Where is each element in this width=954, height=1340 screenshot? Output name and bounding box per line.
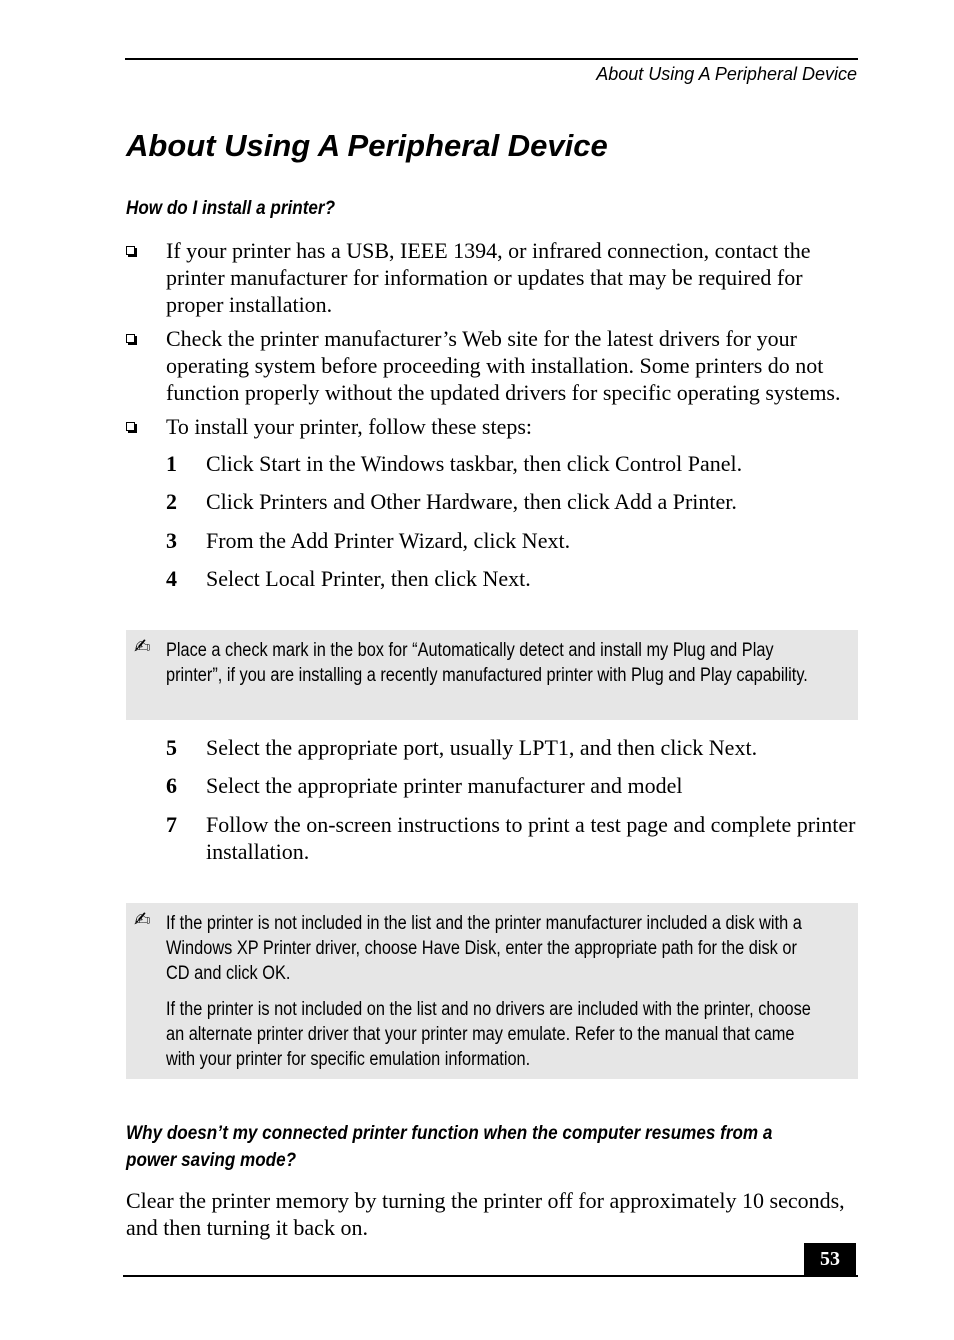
- step-number: 4: [166, 566, 177, 591]
- note-box: [126, 903, 858, 1079]
- section-question-install-printer: How do I install a printer?: [126, 198, 336, 219]
- step-number: 2: [166, 489, 177, 514]
- step-item: [166, 565, 861, 592]
- step-number: 3: [166, 528, 177, 553]
- step-item: [166, 772, 861, 799]
- note-box: [126, 630, 858, 720]
- note-text: If the printer is not included on the list and no drivers are included with the printer, choose an alternate printer driver that your printer may emulate. Refer to the manual that came with your printer for specific emulation information.: [166, 999, 811, 1070]
- checkbox-bullet-icon: [126, 246, 135, 255]
- step-number: 7: [166, 812, 177, 837]
- list-item: [126, 325, 861, 406]
- step-text: Select the appropriate port, usually LPT1, and then click Next.: [206, 735, 758, 760]
- answer-paragraph: Clear the printer memory by turning the printer off for approximately 10 seconds, and then turning it back on.: [126, 1188, 845, 1240]
- bullet-text: To install your printer, follow these steps:: [166, 414, 533, 439]
- pencil-note-icon: ✍: [134, 907, 151, 931]
- step-text: From the Add Printer Wizard, click Next.: [206, 528, 571, 553]
- step-number: 5: [166, 735, 177, 760]
- step-number: 6: [166, 773, 177, 798]
- step-item: [166, 811, 861, 865]
- step-number: 1: [166, 451, 177, 476]
- step-item: [166, 734, 861, 761]
- running-header: About Using A Peripheral Device: [596, 64, 857, 84]
- list-item: [126, 237, 861, 318]
- checkbox-bullet-icon: [126, 422, 135, 431]
- step-text: Select Local Printer, then click Next.: [206, 566, 531, 591]
- step-text: Follow the on-screen instructions to print a test page and complete printer installation.: [206, 812, 856, 864]
- list-item: [126, 413, 861, 440]
- note-text: Place a check mark in the box for “Automatically detect and install my Plug and Play printer”, if you are installing a recently manufactured printer with Plug and Play capability.: [166, 640, 808, 686]
- step-text: Click Start in the Windows taskbar, then click Control Panel.: [206, 451, 743, 476]
- checkbox-bullet-icon: [126, 334, 135, 343]
- step-item: [166, 527, 861, 554]
- note-text: If the printer is not included in the list and the printer manufacturer included a disk with a Windows XP Printer driver, choose Have Disk, enter the appropriate path for the disk or CD and click OK.: [166, 913, 802, 984]
- section-question-printer-resume: Why doesn’t my connected printer function when the computer resumes from a power saving mode?: [126, 1123, 773, 1171]
- bullet-text: If your printer has a USB, IEEE 1394, or infrared connection, contact the printer manufacturer for information or updates that may be required for proper installation.: [166, 238, 811, 317]
- pencil-note-icon: ✍: [134, 634, 151, 658]
- footer-rule: [123, 1275, 858, 1277]
- step-item: [166, 488, 861, 515]
- bullet-text: Check the printer manufacturer’s Web site for the latest drivers for your operating system before proceeding with installation. Some printers do not function properly without the updated drivers for specific operating systems.: [166, 326, 841, 405]
- page-title: About Using A Peripheral Device: [126, 128, 608, 163]
- step-text: Select the appropriate printer manufacturer and model: [206, 773, 683, 798]
- header-rule: [125, 58, 858, 60]
- step-text: Click Printers and Other Hardware, then click Add a Printer.: [206, 489, 737, 514]
- step-item: [166, 450, 861, 477]
- page-number: 53: [804, 1243, 856, 1277]
